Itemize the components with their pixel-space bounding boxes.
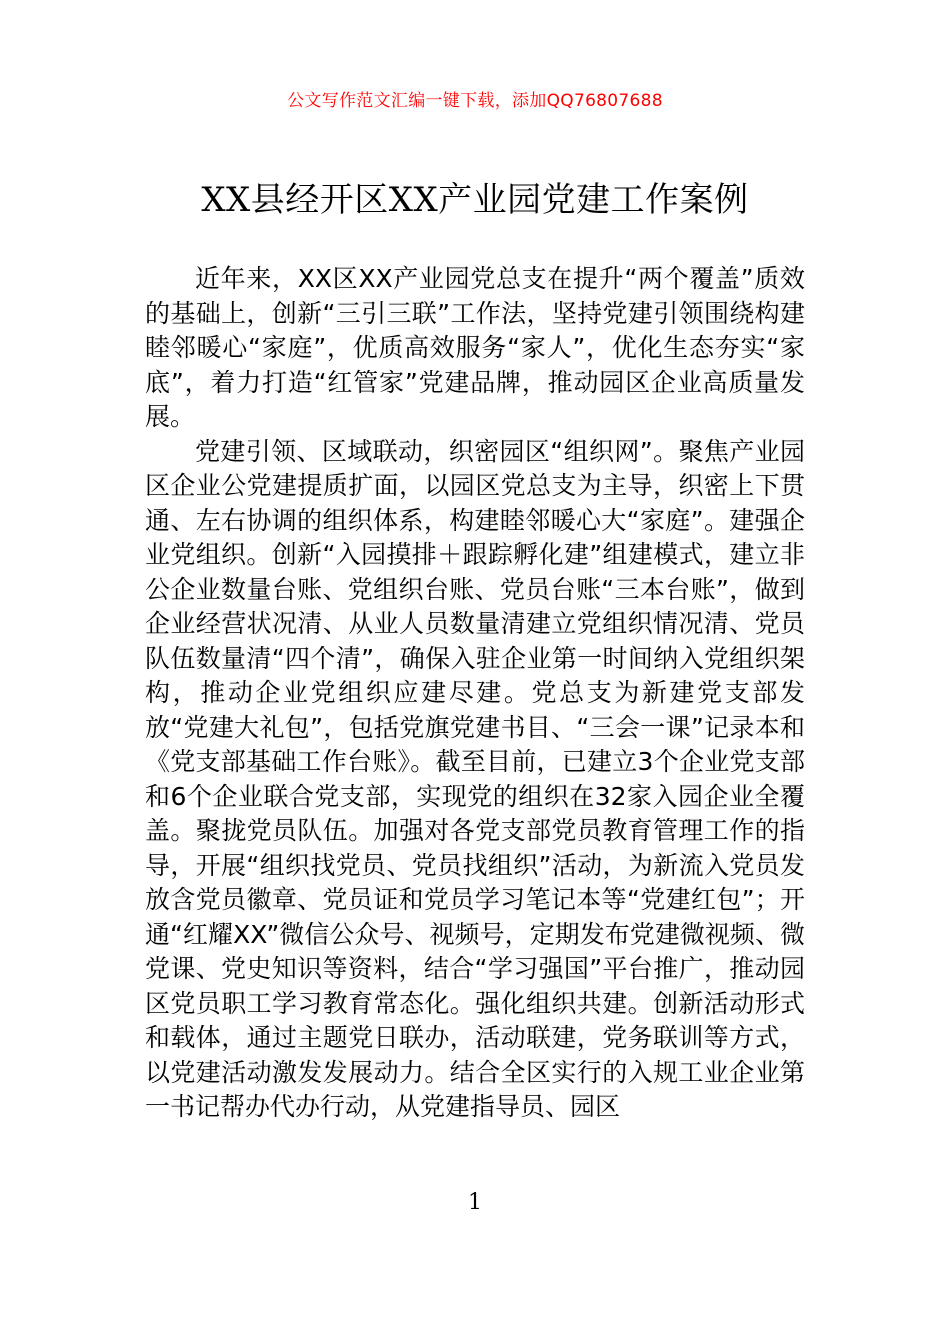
header-download-note: 公文写作范文汇编一键下载，添加QQ76807688	[287, 91, 663, 111]
document-body	[145, 262, 805, 1125]
paragraph-intro: 近年来，XX区XX产业园党总支在提升“两个覆盖”质效的基础上，创新“三引三联”工作法，坚持党建引领围绕构建睦邻暖心“家庭”，优质高效服务“家人”，优化生态夯实“家底”，着力打造“红管家”党建品牌，推动园区企业高质量发展。	[145, 264, 805, 431]
document-title: XX县经开区XX产业园党建工作案例	[201, 180, 749, 220]
paragraph-organization: 党建引领、区域联动，织密园区“组织网”。聚焦产业园区企业公党建提质扩面，以园区党总支为主导，织密上下贯通、左右协调的组织体系，构建睦邻暖心大“家庭”。建强企业党组织。创新“入园摸排＋跟踪孵化建”组建模式，建立非公企业数量台账、党组织台账、党员台账“三本台账”，做到企业经营状况清、从业人员数量清建立党组织情况清、党员队伍数量清“四个清”，确保入驻企业第一时间纳入党组织架构，推动企业党组织应建尽建。党总支为新建党支部发放“党建大礼包”，包括党旗党建书目、“三会一课”记录本和《党支部基础工作台账》。截至目前，已建立3个企业党支部和6个企业联合党支部，实现党的组织在32家入园企业全覆盖。聚拢党员队伍。加强对各党支部党员教育管理工作的指导，开展“组织找党员、党员找组织”活动，为新流入党员发放含党员徽章、党员证和党员学习笔记本等“党建红包”；开通“红耀XX”微信公众号、视频号，定期发布党建微视频、微党课、党史知识等资料，结合“学习强国”平台推广，推动园区党员职工学习教育常态化。强化组织共建。创新活动形式和载体，通过主题党日联办，活动联建，党务联训等方式，以党建活动激发发展动力。结合全区实行的入规工业企业第一书记帮办代办行动，从党建指导员、园区	[145, 436, 805, 1121]
page-number: 1	[468, 1190, 482, 1215]
